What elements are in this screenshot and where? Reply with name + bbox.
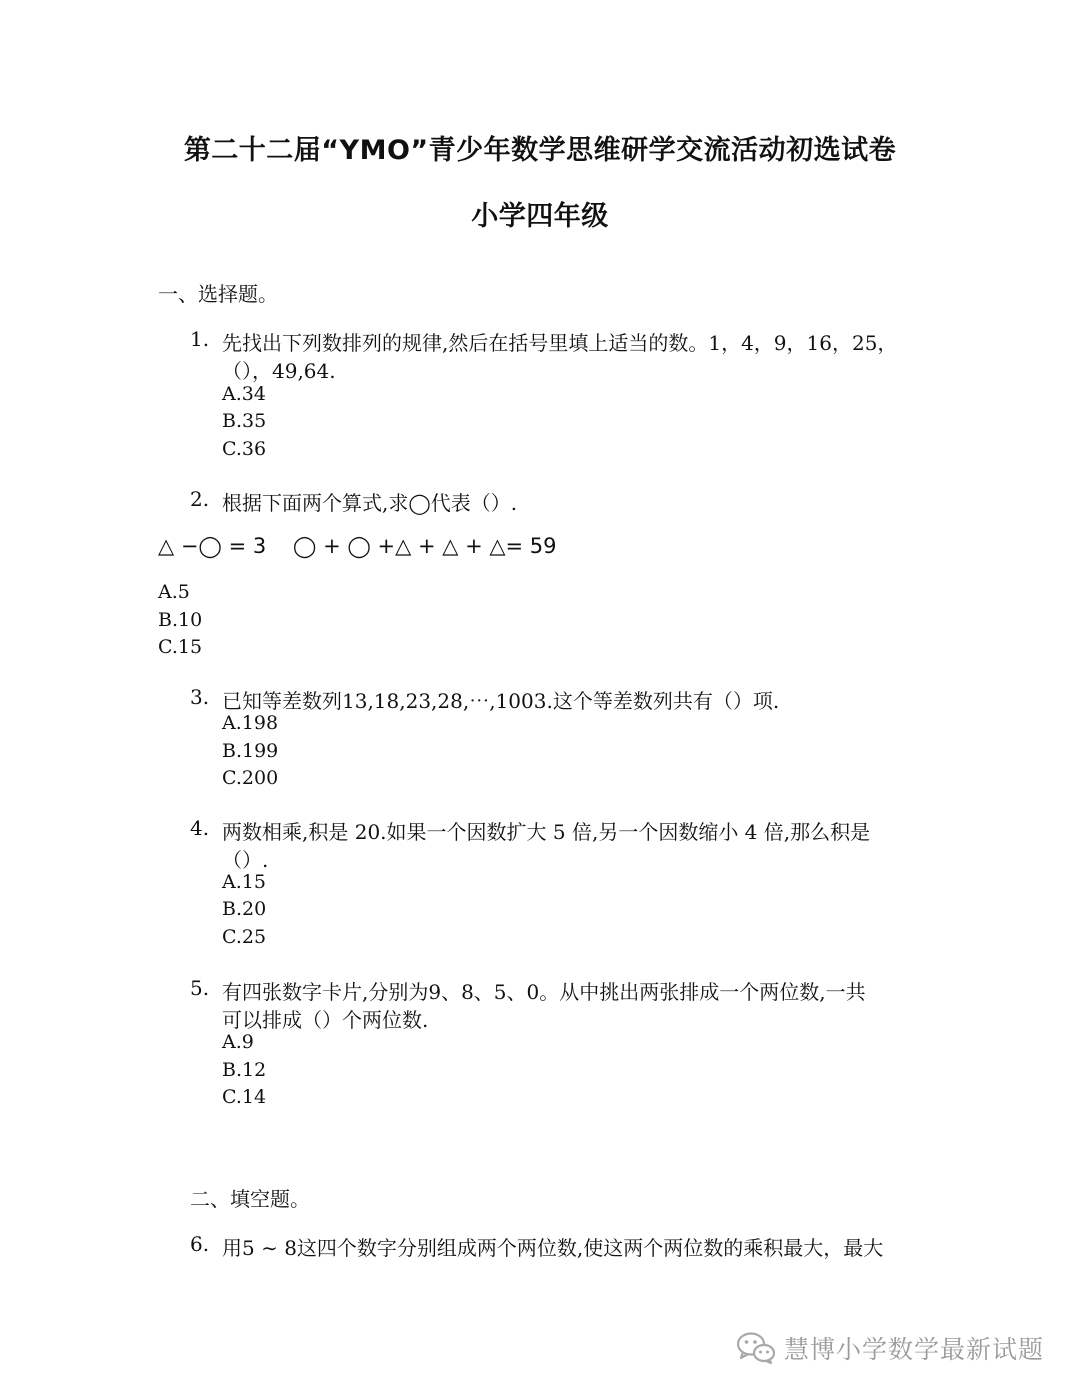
question-text: 先找出下列数排列的规律,然后在括号里填上适当的数。1，4，9，16，25，: [222, 331, 898, 355]
question-text: 用5 ∼ 8这四个数字分别组成两个两位数,使这两个两位数的乘积最大，最大: [222, 1236, 884, 1260]
question-text: 有四张数字卡片,分别为9、8、5、0。从中挑出两张排成一个两位数,一共: [222, 980, 866, 1004]
option-a: A.34: [222, 383, 266, 405]
question-number: 2.: [190, 487, 210, 511]
option-a: A.198: [222, 712, 279, 734]
question-text: （）.: [222, 848, 269, 872]
option-c: C.15: [158, 636, 203, 658]
section-heading-choice: 一、选择题。: [158, 282, 278, 306]
option-b: B.10: [158, 609, 203, 631]
question-number: 1.: [190, 327, 210, 351]
question-text: （），49,64.: [222, 359, 336, 383]
grade-subtitle: 小学四年级: [471, 201, 609, 232]
question-text: 根据下面两个算式,求◯代表（）.: [222, 491, 518, 515]
option-c: C.14: [222, 1086, 267, 1108]
option-a: A.15: [222, 871, 266, 893]
question-text: 两数相乘,积是 20.如果一个因数扩大 5 倍,另一个因数缩小 4 倍,那么积是: [222, 820, 871, 844]
option-c: C.200: [222, 767, 279, 789]
section-heading-fill-in: 二、填空题。: [190, 1187, 310, 1211]
watermark-text: 慧博小学数学最新试题: [783, 1335, 1044, 1364]
option-a: A.5: [158, 581, 190, 603]
option-b: B.35: [222, 410, 267, 432]
question-number: 6.: [190, 1232, 210, 1256]
equation-line: △ −◯ = 3 ◯ + ◯ +△ + △ + △= 59: [158, 534, 557, 558]
option-b: B.20: [222, 898, 267, 920]
question-text: 可以排成（）个两位数.: [222, 1008, 429, 1032]
option-c: C.25: [222, 926, 267, 948]
option-a: A.9: [222, 1031, 254, 1053]
option-b: B.199: [222, 740, 279, 762]
option-c: C.36: [222, 438, 267, 460]
question-text: 已知等差数列13,18,23,28,⋯,1003.这个等差数列共有（）项.: [222, 689, 780, 713]
page-title: 第二十二届“YMO”青少年数学思维研学交流活动初选试卷: [183, 135, 897, 166]
question-number: 3.: [190, 685, 210, 709]
option-b: B.12: [222, 1059, 267, 1081]
question-number: 4.: [190, 816, 210, 840]
wechat-icon: [736, 1331, 776, 1365]
watermark: [736, 1330, 1044, 1366]
question-number: 5.: [190, 976, 210, 1000]
